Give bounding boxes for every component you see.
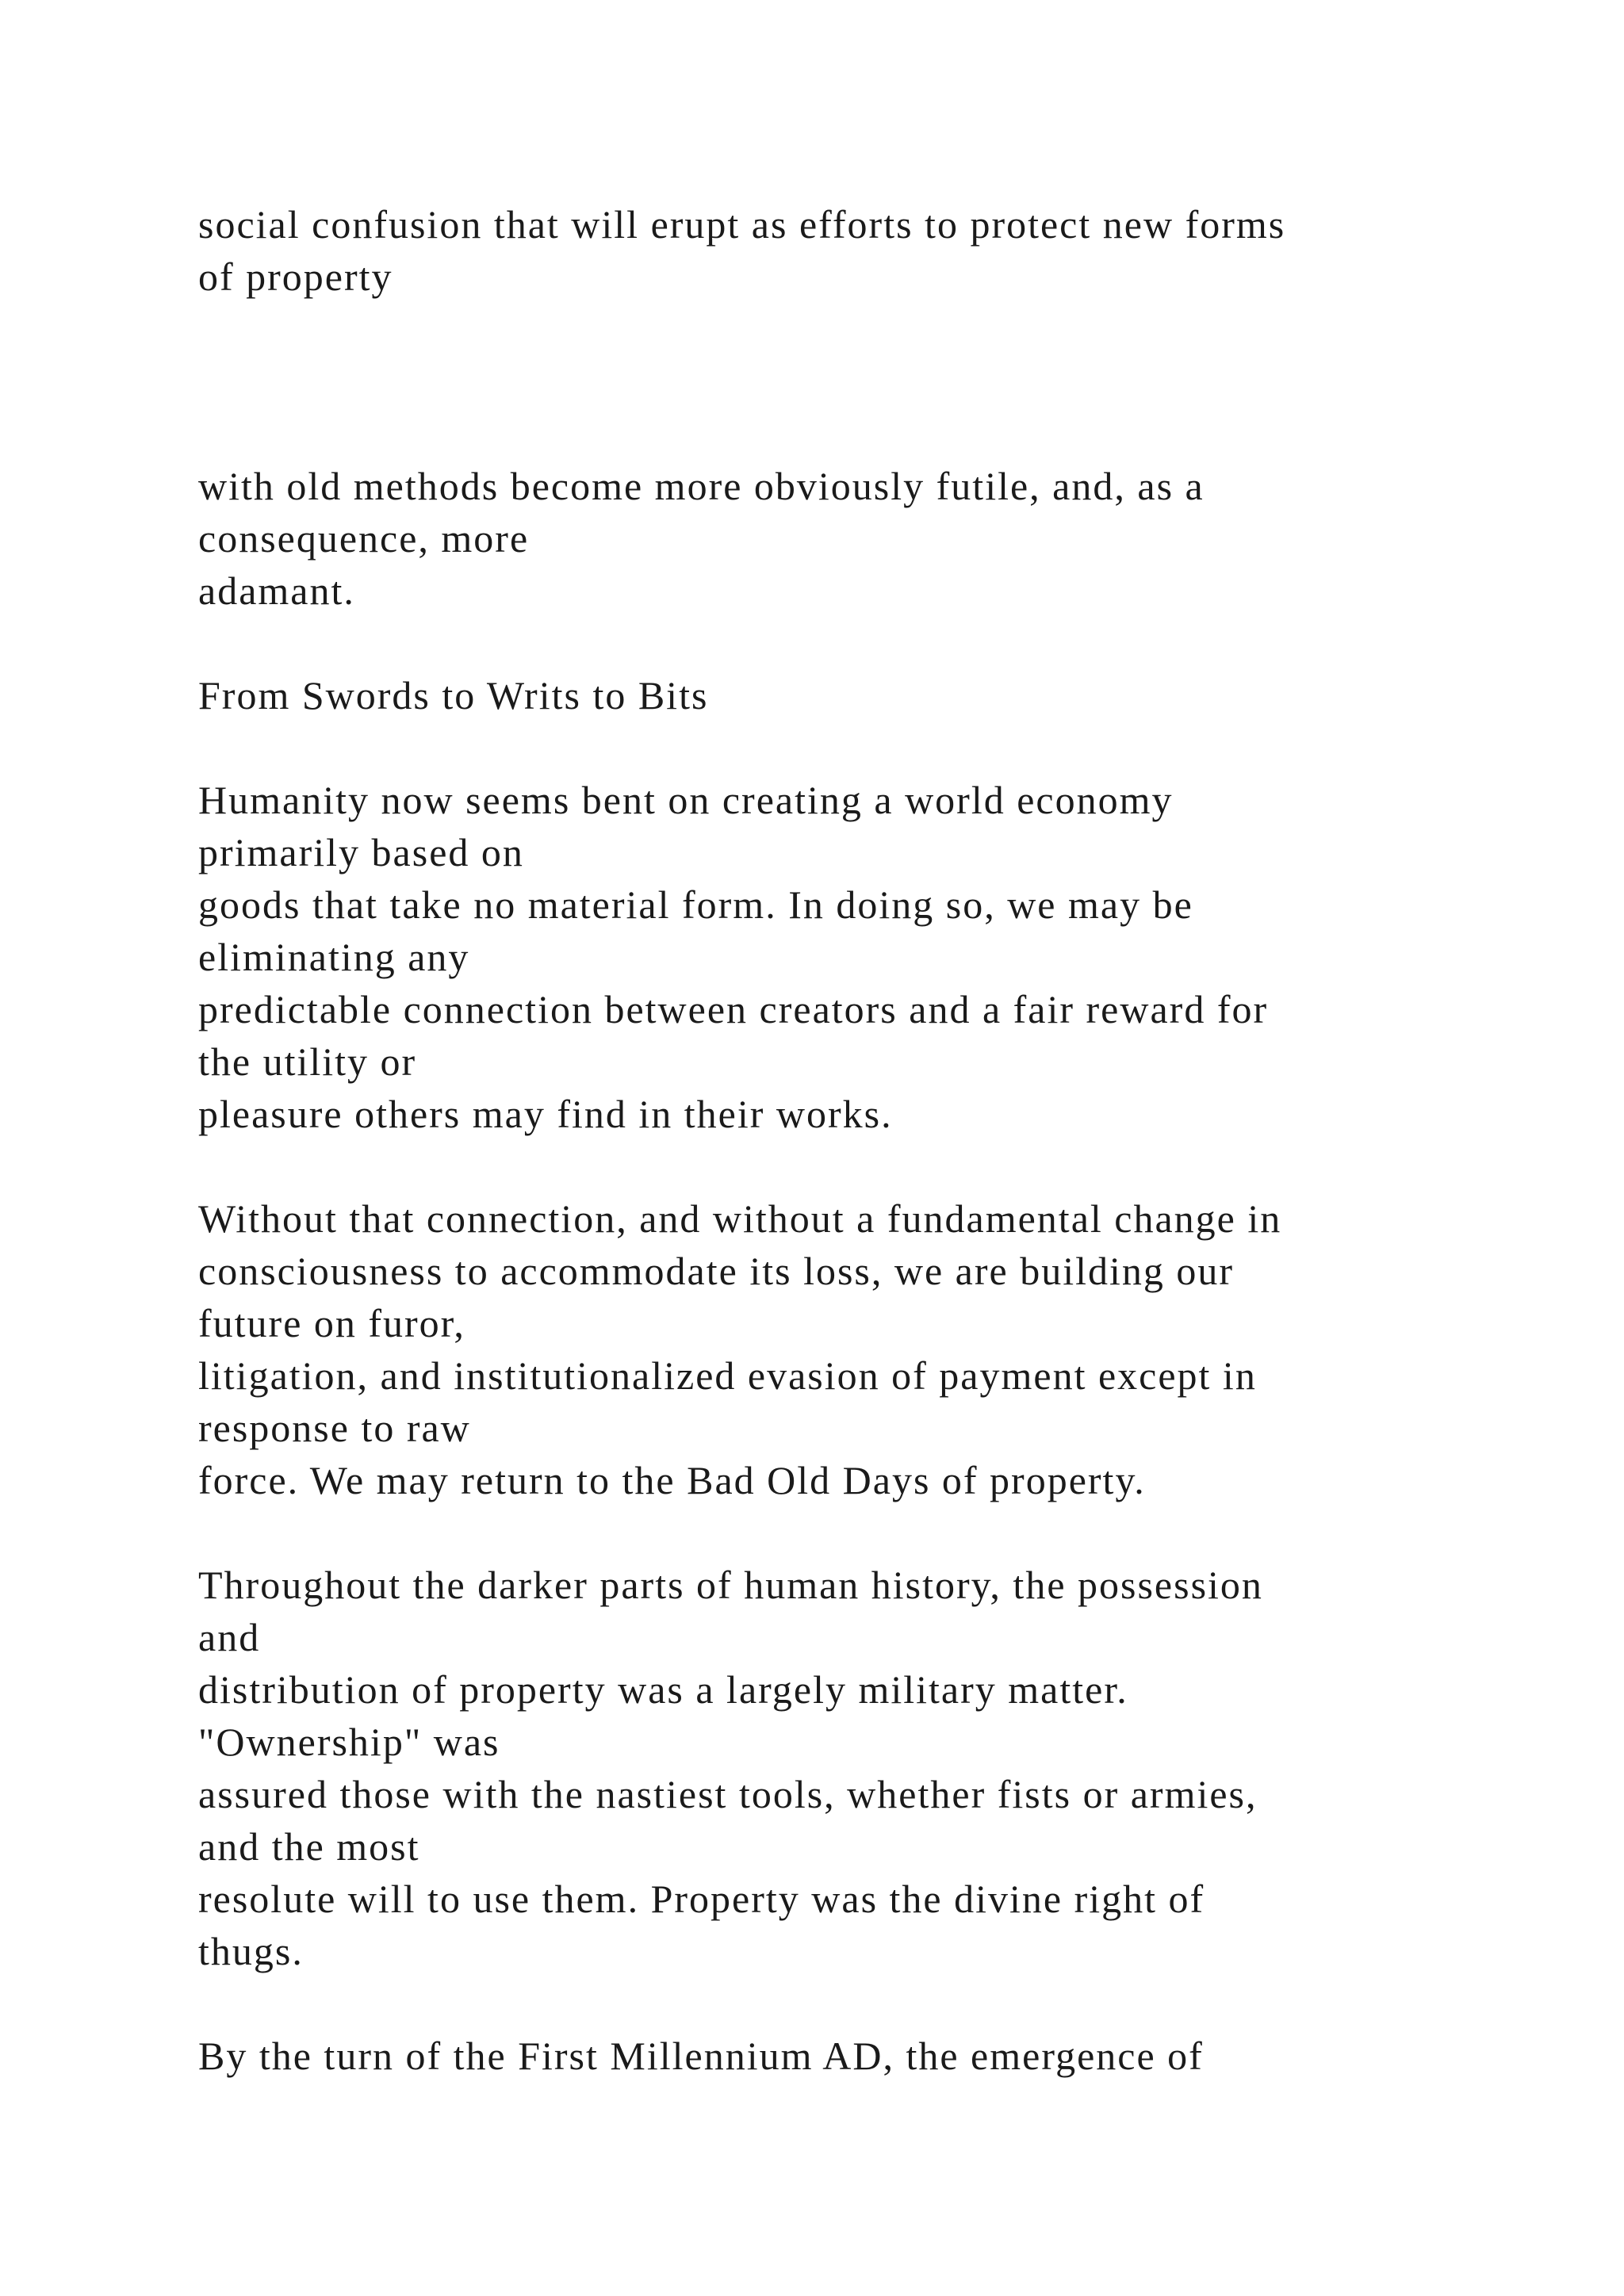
paragraph-gap [198, 1506, 1435, 1559]
text-line: response to raw [198, 1406, 471, 1450]
text-line: and the most [198, 1824, 420, 1869]
text-line: future on furor, [198, 1301, 465, 1345]
paragraph-6 [198, 2030, 1435, 2082]
text-line: consequence, more [198, 516, 530, 561]
text-line: consciousness to accommodate its loss, we are building our [198, 1249, 1235, 1293]
text-line: social confusion that will erupt as efforts to protect new forms [198, 202, 1286, 247]
heading-line: From Swords to Writs to Bits [198, 673, 709, 718]
text-line: "Ownership" was [198, 1720, 500, 1764]
text-line: thugs. [198, 1929, 304, 1973]
text-line: of property [198, 254, 393, 299]
document-body [198, 198, 1435, 2082]
paragraph-5 [198, 1559, 1435, 1977]
text-line: By the turn of the First Millennium AD, the emergence of [198, 2034, 1204, 2078]
text-line: pleasure others may find in their works. [198, 1092, 893, 1136]
text-line: distribution of property was a largely military matter. [198, 1667, 1128, 1712]
text-line: with old methods become more obviously futile, and, as a [198, 464, 1205, 508]
paragraph-4 [198, 1192, 1435, 1506]
text-line: Without that connection, and without a fundamental change in [198, 1196, 1282, 1241]
text-line: and [198, 1615, 261, 1659]
paragraph-1 [198, 198, 1435, 303]
text-line: adamant. [198, 568, 355, 613]
text-line: goods that take no material form. In doing so, we may be [198, 882, 1193, 927]
text-line: primarily based on [198, 830, 524, 874]
text-line: predictable connection between creators and a fair reward for [198, 987, 1269, 1031]
paragraph-gap [198, 721, 1435, 774]
text-line: force. We may return to the Bad Old Days of property. [198, 1458, 1146, 1502]
text-line: resolute will to use them. Property was the divine right of [198, 1877, 1205, 1921]
paragraph-gap [198, 303, 1435, 460]
paragraph-3 [198, 774, 1435, 1140]
paragraph-gap [198, 1140, 1435, 1192]
text-line: Throughout the darker parts of human history, the possession [198, 1563, 1263, 1607]
paragraph-gap [198, 617, 1435, 669]
text-line: assured those with the nastiest tools, whether fists or armies, [198, 1772, 1258, 1816]
text-line: the utility or [198, 1039, 417, 1084]
text-line: Humanity now seems bent on creating a world economy [198, 778, 1174, 822]
text-line: litigation, and institutionalized evasion of payment except in [198, 1353, 1257, 1398]
section-heading [198, 669, 1435, 721]
paragraph-gap [198, 1977, 1435, 2030]
text-line: eliminating any [198, 935, 470, 979]
paragraph-2 [198, 460, 1435, 617]
